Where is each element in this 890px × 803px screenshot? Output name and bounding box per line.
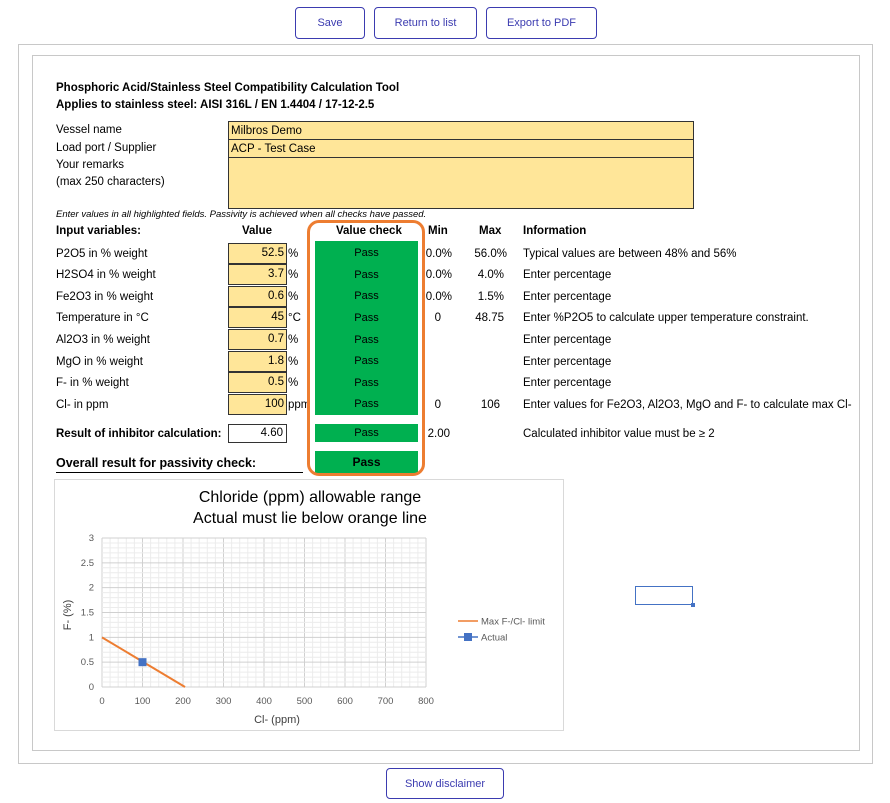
chart-x-tick-label: 700 (377, 696, 394, 707)
inhibitor-check-cell: Pass (315, 424, 418, 442)
chart-y-tick-label: 0 (88, 682, 94, 693)
value-check-cell: Pass (315, 349, 418, 373)
chart-x-tick-label: 300 (215, 696, 232, 707)
row-info: Enter percentage (523, 269, 612, 281)
row-label: F- in % weight (56, 377, 129, 389)
legend-label: Max F-/Cl- limit (481, 616, 545, 628)
row-min: 0.0% (425, 291, 452, 303)
chart-title: Chloride (ppm) allowable range (198, 489, 422, 506)
row-info: Enter percentage (523, 356, 612, 368)
chart-y-tick-label: 3 (88, 533, 94, 544)
row-info: Enter percentage (523, 291, 612, 303)
save-button[interactable]: Save (295, 7, 365, 39)
row-min: 0.0% (425, 248, 452, 260)
chart-y-tick-label: 2.5 (80, 557, 94, 569)
chart-canvas (55, 480, 563, 730)
legend-swatch-marker (464, 633, 472, 641)
value-check-cell: Pass (315, 371, 418, 395)
row-max: 48.75 (475, 312, 504, 324)
inhibitor-result-value: 4.60 (228, 424, 287, 443)
sheet-title: Phosphoric Acid/Stainless Steel Compatibility Calculation Tool (56, 82, 400, 94)
row-info: Enter %P2O5 to calculate upper temperature constraint. (523, 312, 809, 324)
header-information: Information (523, 225, 587, 237)
value-check-cell: Pass (315, 393, 418, 415)
sheet-subtitle: Applies to stainless steel: AISI 316L / EN 1.4404 / 17-12-2.5 (56, 99, 375, 111)
row-unit: ppm (288, 399, 311, 411)
value-input-temperature[interactable]: 45 (228, 307, 287, 328)
remarks-field[interactable] (228, 157, 694, 209)
chart-y-tick-label: 0.5 (80, 657, 94, 669)
chart-ylabel: F- (%) (62, 599, 74, 631)
chart-y-tick-label: 1.5 (80, 607, 94, 619)
chart-x-tick-label: 600 (337, 696, 353, 707)
remarks-label: Your remarks (56, 159, 124, 171)
value-input-p2o5[interactable]: 52.5 (228, 243, 287, 264)
value-check-cell: Pass (315, 263, 418, 287)
row-unit: °C (288, 312, 301, 324)
instructions-text: Enter values in all highlighted fields. Passivity is achieved when all checks have passed. (56, 209, 427, 220)
port-label: Load port / Supplier (56, 142, 157, 154)
row-info: Enter percentage (523, 377, 612, 389)
value-input-h2so4[interactable]: 3.7 (228, 264, 287, 285)
chart-x-tick-label: 0 (99, 696, 105, 707)
inhibitor-min: 2.00 (427, 428, 450, 440)
header-min: Min (428, 225, 448, 237)
value-input-chloride[interactable]: 100 (228, 394, 287, 415)
row-label: MgO in % weight (56, 356, 143, 368)
row-unit: % (288, 334, 299, 346)
show-disclaimer-button[interactable]: Show disclaimer (386, 768, 504, 799)
chart-subtitle: Actual must lie below orange line (193, 510, 427, 527)
row-label: Temperature in °C (56, 312, 149, 324)
row-info: Enter percentage (523, 334, 612, 346)
row-max: 56.0% (474, 248, 507, 260)
chart-x-tick-label: 200 (175, 696, 191, 707)
row-max: 4.0% (477, 269, 504, 281)
value-check-cell: Pass (315, 328, 418, 352)
chloride-chart (54, 479, 564, 731)
chart-x-tick-label: 400 (256, 696, 272, 707)
value-input-fluoride[interactable]: 0.5 (228, 372, 287, 393)
value-input-mgo[interactable]: 1.8 (228, 351, 287, 372)
row-label: Cl- in ppm (56, 399, 109, 411)
selected-cell[interactable] (635, 586, 693, 605)
row-min: 0 (434, 312, 441, 324)
value-check-cell: Pass (315, 306, 418, 330)
header-max: Max (479, 225, 502, 237)
vessel-label: Vessel name (56, 124, 122, 136)
row-max: 106 (480, 399, 500, 411)
value-check-cell: Pass (315, 284, 418, 308)
row-unit: % (288, 377, 299, 389)
chart-y-tick-label: 1 (88, 632, 94, 644)
value-input-al2o3[interactable]: 0.7 (228, 329, 287, 350)
legend-label: Actual (481, 632, 508, 644)
return-to-list-button[interactable]: Return to list (374, 7, 477, 39)
header-value: Value (242, 225, 273, 237)
chart-x-tick-label: 500 (296, 696, 313, 707)
series-point-actual (139, 658, 147, 666)
value-check-highlight (307, 220, 425, 476)
overall-check-cell: Pass (315, 451, 418, 473)
inhibitor-label: Result of inhibitor calculation: (56, 428, 222, 440)
chart-y-tick-label: 2 (88, 582, 94, 594)
row-unit: % (288, 291, 299, 303)
row-unit: % (288, 248, 299, 260)
header-input-variables: Input variables: (56, 225, 141, 237)
row-info: Enter values for Fe2O3, Al2O3, MgO and F- to calculate max Cl- (523, 399, 852, 411)
value-check-cell: Pass (315, 241, 418, 265)
overall-underline (56, 472, 303, 473)
chart-x-tick-label: 800 (418, 696, 434, 707)
chart-x-tick-label: 100 (134, 696, 151, 707)
remarks-sublabel: (max 250 characters) (56, 176, 165, 188)
row-label: Fe2O3 in % weight (56, 291, 154, 303)
row-label: P2O5 in % weight (56, 248, 148, 260)
vessel-name-field[interactable]: Milbros Demo (228, 121, 694, 140)
fill-handle[interactable] (691, 603, 695, 607)
load-port-field[interactable]: ACP - Test Case (228, 139, 694, 158)
inhibitor-info: Calculated inhibitor value must be ≥ 2 (523, 428, 715, 440)
header-value-check: Value check (336, 225, 402, 237)
row-max: 1.5% (477, 291, 504, 303)
chart-xlabel: Cl- (ppm) (254, 714, 300, 726)
row-unit: % (288, 269, 299, 281)
row-info: Typical values are between 48% and 56% (523, 248, 737, 260)
row-min: 0 (434, 399, 441, 411)
export-pdf-button[interactable]: Export to PDF (486, 7, 597, 39)
value-input-fe2o3[interactable]: 0.6 (228, 286, 287, 307)
row-label: Al2O3 in % weight (56, 334, 150, 346)
row-min: 0.0% (425, 269, 452, 281)
overall-label: Overall result for passivity check: (56, 456, 257, 470)
row-unit: % (288, 356, 299, 368)
row-label: H2SO4 in % weight (56, 269, 156, 281)
